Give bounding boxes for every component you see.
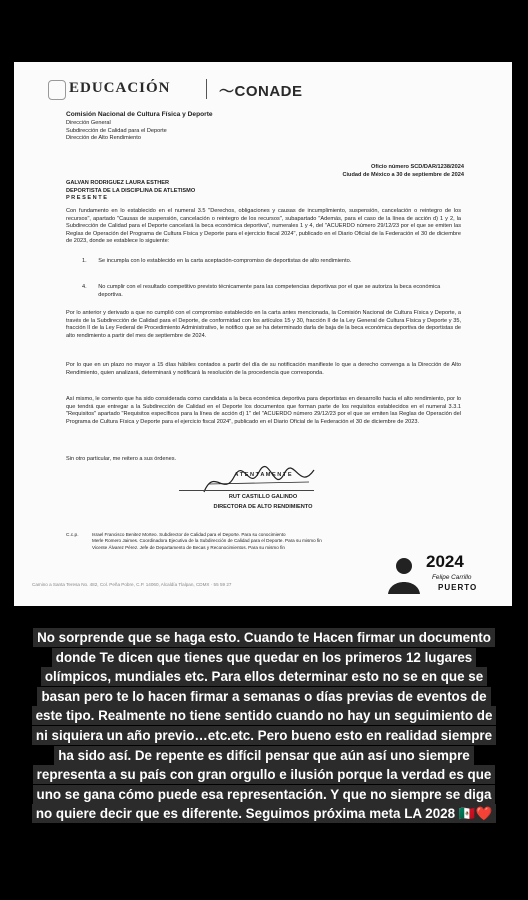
- portrait-icon: [386, 554, 422, 594]
- signature-line: [179, 490, 314, 491]
- ccp-line: Vicente Álvarez Pérez. Jefe de Departamento de Becas y Reconocimientos. Para su mismo fin: [92, 544, 285, 550]
- badge-city: PUERTO: [438, 583, 478, 592]
- caption-text: No sorprende que se haga esto. Cuando te Hacen firmar un documento donde Te dicen que tienes que quedar en los primeros 12 lugares olímpicos, mundiales etc. Para ellos determinar esto no se en que se basan pero te lo hacen firmar a semanas o días previas de eventos de este tipo. Realmente no tiene sentido cuando no hay un seguimiento de ni siquiera un año previo…etc.etc. Pero bueno esto en realidad siempre ha sido así. De repente es difícil pensar que aún así uno siempre representa a su país con gran orgullo e ilusión porque la verdad es que uno se gana cómo puede esa representación. Y que no siempre se diga no quiere decir que es diferente. Seguimos próxima meta LA 2028 🇲🇽❤️: [32, 628, 497, 823]
- logo-divider: [206, 79, 207, 99]
- ccp-label: C.c.p.: [66, 533, 79, 538]
- signatory-title: DIRECTORA DE ALTO RENDIMIENTO: [213, 504, 313, 510]
- ccp-line: Merle Romero Jaimes. Coordinadora Ejecutiva de la Subdirección de Calidad para el Deporte. Para su mismo fin: [92, 538, 322, 544]
- list-number: 4.: [82, 284, 87, 290]
- footer-address: Camino a Santa Teresa No. 482, Col. Peña Pobre, C.P. 14060, Alcaldía Tlalpan, CDMX · 55 59 27: [32, 582, 232, 587]
- body-paragraph-3: Por lo que en un plazo no mayor a 15 días hábiles contados a partir del día de su notificación manifieste lo que a derecho convenga a la Dirección de Alto Rendimiento, quien analizará, determinará y notificará la resolución de la procedencia que corresponda.: [66, 362, 461, 376]
- story-caption: [30, 628, 498, 824]
- list-text: Se incumpla con lo establecido en la carta aceptación-compromiso de deportistas de alto rendimiento.: [98, 258, 352, 264]
- body-paragraph-1: Con fundamento en lo establecido en el numeral 3.5 "Derechos, obligaciones y causas de incumplimiento, suspensión, cancelación o reintegro de los recursos", apartado "Causas de suspensión, cancelación o reintegro de los recursos", subapartado "Además, para el caso de la línea de acción d) 1 y 2, la Subdirección de Calidad para el Deporte cancelará la beca económica deportiva", numerales 1 y 4, del "ACUERDO número 29/12/23 por el que se emiten las Reglas de Operación del Programa de Cultura Física y Deporte para el ejercicio fiscal 2024", publicado en el Diario Oficial de la Federación el 30 de diciembre de 2023, donde se establece lo siguiente:: [66, 208, 461, 245]
- closing-atentamente: A T E N T A M E N T E: [234, 472, 292, 478]
- body-paragraph-4: Así mismo, le comento que ha sido considerada como candidata a la beca económica deportiva para deportistas en desarrollo hacia el alto rendimiento, por lo que tendrá que entregar a la Subdirección de Calidad en el Deporte los documentos que forman parte de los requisitos establecidos en el numeral 3.3.1 "Requisitos" apartado "Requisitos específicos para la línea de acción d) 1" del "ACUERDO número 29/12/23 por el que se emiten las Reglas de Operación del Programa de Cultura Física y Deporte para el ejercicio fiscal 2024", publicado en el Diario Oficial de la Federación el 30 de diciembre de 2023.: [66, 396, 461, 425]
- badge-name: Felipe Carrillo: [432, 574, 472, 581]
- oficio-date: Ciudad de México a 30 de septiembre de 2024: [342, 171, 464, 178]
- mexico-seal-icon: [48, 80, 66, 100]
- commission-name: Comisión Nacional de Cultura Física y Deporte: [66, 111, 213, 118]
- conade-logo: 〜CONADE: [219, 83, 303, 100]
- oficio-number: Oficio número SCD/DAR/1238/2024: [371, 164, 464, 170]
- ccp-line: Israel Francisco Benitez Morteo. Subdirector de Calidad para el Deporte. Para su conocimiento: [92, 532, 286, 537]
- recipient-block: [66, 180, 195, 203]
- recipient-present: P R E S E N T E: [66, 195, 107, 202]
- recipient-role: DEPORTISTA DE LA DISCIPLINA DE ATLETISMO: [66, 187, 196, 194]
- list-text: No cumplir con el resultado competitivo previsto técnicamente para las competencias deportivas por el que se autoriza la beca económica deportiva.: [98, 284, 441, 298]
- document-page: [14, 62, 512, 606]
- conade-swoosh-icon: 〜: [219, 83, 235, 100]
- ccp-list: [92, 532, 322, 551]
- department-line: Subdirección de Calidad para el Deporte: [66, 127, 167, 134]
- flag-heart-emoji: 🇲🇽❤️: [458, 806, 493, 822]
- department-list: [66, 120, 167, 143]
- department-line: Dirección de Alto Rendimiento: [66, 135, 141, 142]
- oficio-header: [324, 164, 464, 179]
- recipient-name: GALVAN RODRIGUEZ LAURA ESTHER: [66, 180, 170, 186]
- department-line: Dirección General: [66, 120, 111, 126]
- badge-year: 2024: [426, 552, 464, 571]
- educacion-logo: EDUCACIÓN: [69, 80, 171, 96]
- list-item-4: [82, 284, 462, 299]
- signatory-name: RUT CASTILLO GALINDO: [228, 494, 298, 500]
- body-paragraph-5: Sin otro particular, me reitero a sus órdenes.: [66, 456, 177, 462]
- list-number: 1.: [82, 258, 87, 264]
- body-paragraph-2: Por lo anterior y derivado a que no cumplió con el compromiso establecido en la carta antes mencionada, la Comisión Nacional de Cultura Física y Deporte, a través de la Subdirección de Calidad para el Deporte, de conformidad con los artículos 15 y 30, fracción II de la Ley General de Cultura Física y Deporte y 35, fracción II de la Ley Federal de Procedimiento Administrativo, le notifico que se ha determinado darla de baja de la beca económica deportiva de deportistas de alto rendimiento a partir del mes de septiembre de 2024.: [66, 310, 461, 339]
- list-item-1: [82, 258, 462, 266]
